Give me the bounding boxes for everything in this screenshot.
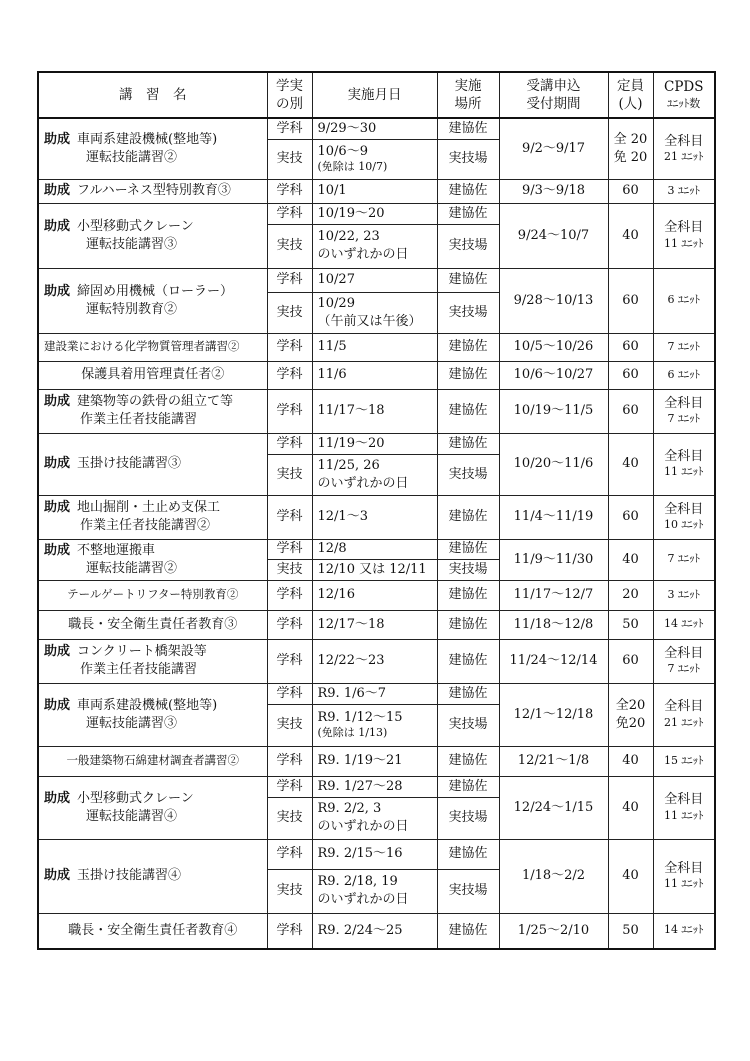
place-cell: 建協佐 xyxy=(437,389,499,433)
period-cell: 11/24～12/14 xyxy=(499,639,608,683)
subsidy-badge: 助成 xyxy=(44,868,71,884)
header-capacity: 定員 (人) xyxy=(608,72,653,118)
period-cell: 12/1～12/18 xyxy=(499,683,608,746)
course-name: 職長・安全衛生責任者教育④ xyxy=(38,913,267,949)
header-date: 実施月日 xyxy=(312,72,437,118)
course-name: 助成 フルハーネス型特別教育③ xyxy=(38,179,267,203)
date-cell: R9. 1/6～7 xyxy=(312,683,437,704)
place-cell: 建協佐 xyxy=(437,683,499,704)
cpds-cell: 全科目 21 ﾕﾆｯﾄ xyxy=(653,118,715,179)
date-cell: 10/6～9 (免除は 10/7) xyxy=(312,139,437,179)
date-cell: R9. 1/27～28 xyxy=(312,776,437,797)
cpds-cell: 15 ﾕﾆｯﾄ xyxy=(653,746,715,776)
date-cell: 11/17～18 xyxy=(312,389,437,433)
date-cell: 11/25, 26 のいずれかの日 xyxy=(312,454,437,495)
course-name: 助成 小型移動式クレーン 運転技能講習④ xyxy=(38,776,267,839)
place-cell: 実技場 xyxy=(437,704,499,746)
capacity-cell: 60 xyxy=(608,495,653,539)
cpds-cell: 6 ﾕﾆｯﾄ xyxy=(653,268,715,333)
header-row xyxy=(38,72,715,118)
date-cell: 9/29～30 xyxy=(312,118,437,139)
subsidy-badge: 助成 xyxy=(44,790,71,806)
subsidy-badge: 助成 xyxy=(44,283,71,299)
date-cell: 11/5 xyxy=(312,333,437,361)
type-cell: 学科 xyxy=(267,333,312,361)
table-row xyxy=(38,495,715,539)
date-cell: 10/22, 23 のいずれかの日 xyxy=(312,224,437,268)
subsidy-badge: 助成 xyxy=(44,500,71,516)
course-name: 一般建築物石綿建材調査者講習② xyxy=(38,746,267,776)
type-cell: 実技 xyxy=(267,704,312,746)
cpds-cell: 14 ﾕﾆｯﾄ xyxy=(653,610,715,639)
period-cell: 10/6～10/27 xyxy=(499,361,608,389)
cpds-cell: 全科目 7 ﾕﾆｯﾄ xyxy=(653,639,715,683)
place-cell: 実技場 xyxy=(437,292,499,333)
period-cell: 11/18～12/8 xyxy=(499,610,608,639)
capacity-cell: 50 xyxy=(608,610,653,639)
table-row xyxy=(38,203,715,224)
date-cell: 12/16 xyxy=(312,580,437,610)
place-cell: 建協佐 xyxy=(437,913,499,949)
course-name: 助成 玉掛け技能講習④ xyxy=(38,839,267,913)
capacity-cell: 60 xyxy=(608,268,653,333)
date-cell: R9. 2/18, 19 のいずれかの日 xyxy=(312,869,437,913)
date-cell: 11/19～20 xyxy=(312,433,437,454)
period-cell: 12/24～1/15 xyxy=(499,776,608,839)
course-name: 助成 締固め用機械（ローラー） 運転特別教育② xyxy=(38,268,267,333)
place-cell: 建協佐 xyxy=(437,203,499,224)
period-cell: 11/4～11/19 xyxy=(499,495,608,539)
place-cell: 建協佐 xyxy=(437,333,499,361)
type-cell: 実技 xyxy=(267,292,312,333)
course-name: 助成 車両系建設機械(整地等) 運転技能講習② xyxy=(38,118,267,179)
type-cell: 学科 xyxy=(267,776,312,797)
date-cell: 11/6 xyxy=(312,361,437,389)
course-name: 助成 玉掛け技能講習③ xyxy=(38,433,267,495)
table-row xyxy=(38,179,715,203)
type-cell: 学科 xyxy=(267,580,312,610)
course-name: 助成 地山掘削・土止め支保工 作業主任者技能講習② xyxy=(38,495,267,539)
date-cell: R9. 1/12～15 (免除は 1/13) xyxy=(312,704,437,746)
type-cell: 学科 xyxy=(267,539,312,559)
course-name: 保護具着用管理責任者② xyxy=(38,361,267,389)
cpds-cell: 3 ﾕﾆｯﾄ xyxy=(653,179,715,203)
header-name: 講 習 名 xyxy=(38,72,267,118)
place-cell: 建協佐 xyxy=(437,580,499,610)
table-row xyxy=(38,361,715,389)
type-cell: 学科 xyxy=(267,118,312,139)
subsidy-badge: 助成 xyxy=(44,394,71,410)
place-cell: 建協佐 xyxy=(437,539,499,559)
table-row xyxy=(38,610,715,639)
type-cell: 学科 xyxy=(267,839,312,869)
course-name: 助成 車両系建設機械(整地等) 運転技能講習③ xyxy=(38,683,267,746)
course-schedule-table xyxy=(37,71,716,950)
date-cell: 10/27 xyxy=(312,268,437,292)
place-cell: 建協佐 xyxy=(437,610,499,639)
type-cell: 実技 xyxy=(267,797,312,839)
place-cell: 建協佐 xyxy=(437,268,499,292)
date-cell: 10/1 xyxy=(312,179,437,203)
header-period: 受講申込 受付期間 xyxy=(499,72,608,118)
header-cpds: CPDS ﾕﾆｯﾄ数 xyxy=(653,72,715,118)
period-cell: 9/3～9/18 xyxy=(499,179,608,203)
capacity-cell: 40 xyxy=(608,746,653,776)
type-cell: 学科 xyxy=(267,639,312,683)
course-name: 職長・安全衛生責任者教育③ xyxy=(38,610,267,639)
table-row xyxy=(38,580,715,610)
cpds-cell: 3 ﾕﾆｯﾄ xyxy=(653,580,715,610)
period-cell: 11/9～11/30 xyxy=(499,539,608,580)
capacity-cell: 40 xyxy=(608,539,653,580)
type-cell: 学科 xyxy=(267,361,312,389)
date-cell: 12/22～23 xyxy=(312,639,437,683)
place-cell: 実技場 xyxy=(437,139,499,179)
capacity-cell: 60 xyxy=(608,179,653,203)
subsidy-badge: 助成 xyxy=(44,644,71,660)
place-cell: 建協佐 xyxy=(437,433,499,454)
cpds-cell: 6 ﾕﾆｯﾄ xyxy=(653,361,715,389)
cpds-cell: 14 ﾕﾆｯﾄ xyxy=(653,913,715,949)
place-cell: 建協佐 xyxy=(437,839,499,869)
cpds-cell: 全科目 11 ﾕﾆｯﾄ xyxy=(653,776,715,839)
period-cell: 9/24～10/7 xyxy=(499,203,608,268)
subsidy-badge: 助成 xyxy=(44,456,71,472)
capacity-cell: 40 xyxy=(608,776,653,839)
place-cell: 建協佐 xyxy=(437,639,499,683)
capacity-cell: 60 xyxy=(608,389,653,433)
date-cell: 12/17～18 xyxy=(312,610,437,639)
table-row xyxy=(38,683,715,704)
type-cell: 学科 xyxy=(267,913,312,949)
place-cell: 建協佐 xyxy=(437,776,499,797)
type-cell: 学科 xyxy=(267,683,312,704)
date-cell: R9. 2/15～16 xyxy=(312,839,437,869)
subsidy-badge: 助成 xyxy=(44,218,71,234)
period-cell: 10/5～10/26 xyxy=(499,333,608,361)
capacity-cell: 全 20 免 20 xyxy=(608,118,653,179)
table-row xyxy=(38,268,715,292)
period-cell: 9/2～9/17 xyxy=(499,118,608,179)
course-name: テールゲートリフター特別教育② xyxy=(38,580,267,610)
subsidy-badge: 助成 xyxy=(44,697,71,713)
period-cell: 9/28～10/13 xyxy=(499,268,608,333)
place-cell: 建協佐 xyxy=(437,118,499,139)
type-cell: 実技 xyxy=(267,224,312,268)
place-cell: 実技場 xyxy=(437,454,499,495)
capacity-cell: 60 xyxy=(608,639,653,683)
cpds-cell: 7 ﾕﾆｯﾄ xyxy=(653,333,715,361)
date-cell: R9. 2/24～25 xyxy=(312,913,437,949)
type-cell: 学科 xyxy=(267,433,312,454)
date-cell: 12/10 又は 12/11 xyxy=(312,559,437,580)
header-place: 実施 場所 xyxy=(437,72,499,118)
course-name: 助成 小型移動式クレーン 運転技能講習③ xyxy=(38,203,267,268)
cpds-cell: 全科目 11 ﾕﾆｯﾄ xyxy=(653,839,715,913)
type-cell: 学科 xyxy=(267,203,312,224)
period-cell: 10/19～11/5 xyxy=(499,389,608,433)
period-cell: 1/25～2/10 xyxy=(499,913,608,949)
type-cell: 学科 xyxy=(267,495,312,539)
type-cell: 学科 xyxy=(267,746,312,776)
capacity-cell: 20 xyxy=(608,580,653,610)
cpds-cell: 全科目 10 ﾕﾆｯﾄ xyxy=(653,495,715,539)
type-cell: 実技 xyxy=(267,139,312,179)
type-cell: 学科 xyxy=(267,610,312,639)
subsidy-badge: 助成 xyxy=(44,542,71,558)
table-row xyxy=(38,639,715,683)
table-row xyxy=(38,389,715,433)
date-cell: 10/19～20 xyxy=(312,203,437,224)
period-cell: 1/18～2/2 xyxy=(499,839,608,913)
place-cell: 建協佐 xyxy=(437,361,499,389)
cpds-cell: 全科目 11 ﾕﾆｯﾄ xyxy=(653,433,715,495)
header-type: 学実 の別 xyxy=(267,72,312,118)
date-cell: 12/1～3 xyxy=(312,495,437,539)
place-cell: 建協佐 xyxy=(437,495,499,539)
capacity-cell: 60 xyxy=(608,333,653,361)
date-cell: R9. 2/2, 3 のいずれかの日 xyxy=(312,797,437,839)
place-cell: 実技場 xyxy=(437,869,499,913)
capacity-cell: 全20 免20 xyxy=(608,683,653,746)
subsidy-badge: 助成 xyxy=(44,132,71,148)
date-cell: 10/29 （午前又は午後） xyxy=(312,292,437,333)
table-row xyxy=(38,118,715,139)
type-cell: 学科 xyxy=(267,268,312,292)
cpds-cell: 全科目 11 ﾕﾆｯﾄ xyxy=(653,203,715,268)
table-row xyxy=(38,539,715,559)
period-cell: 10/20～11/6 xyxy=(499,433,608,495)
cpds-cell: 全科目 21 ﾕﾆｯﾄ xyxy=(653,683,715,746)
subsidy-badge: 助成 xyxy=(44,183,71,199)
capacity-cell: 40 xyxy=(608,203,653,268)
place-cell: 建協佐 xyxy=(437,179,499,203)
date-cell: 12/8 xyxy=(312,539,437,559)
cpds-cell: 7 ﾕﾆｯﾄ xyxy=(653,539,715,580)
type-cell: 実技 xyxy=(267,454,312,495)
place-cell: 建協佐 xyxy=(437,746,499,776)
table-row xyxy=(38,746,715,776)
place-cell: 実技場 xyxy=(437,559,499,580)
table-row xyxy=(38,913,715,949)
capacity-cell: 40 xyxy=(608,433,653,495)
type-cell: 実技 xyxy=(267,869,312,913)
course-name: 助成 コンクリート橋架設等 作業主任者技能講習 xyxy=(38,639,267,683)
table-row xyxy=(38,433,715,454)
table-row xyxy=(38,333,715,361)
place-cell: 実技場 xyxy=(437,224,499,268)
cpds-cell: 全科目 7 ﾕﾆｯﾄ xyxy=(653,389,715,433)
capacity-cell: 50 xyxy=(608,913,653,949)
period-cell: 12/21～1/8 xyxy=(499,746,608,776)
type-cell: 学科 xyxy=(267,389,312,433)
capacity-cell: 40 xyxy=(608,839,653,913)
course-name: 助成 建築物等の鉄骨の組立て等 作業主任者技能講習 xyxy=(38,389,267,433)
table-row xyxy=(38,839,715,869)
course-name: 助成 不整地運搬車 運転技能講習② xyxy=(38,539,267,580)
date-cell: R9. 1/19～21 xyxy=(312,746,437,776)
place-cell: 実技場 xyxy=(437,797,499,839)
type-cell: 実技 xyxy=(267,559,312,580)
capacity-cell: 60 xyxy=(608,361,653,389)
period-cell: 11/17～12/7 xyxy=(499,580,608,610)
table-row xyxy=(38,776,715,797)
type-cell: 学科 xyxy=(267,179,312,203)
course-name: 建設業における化学物質管理者講習② xyxy=(38,333,267,361)
